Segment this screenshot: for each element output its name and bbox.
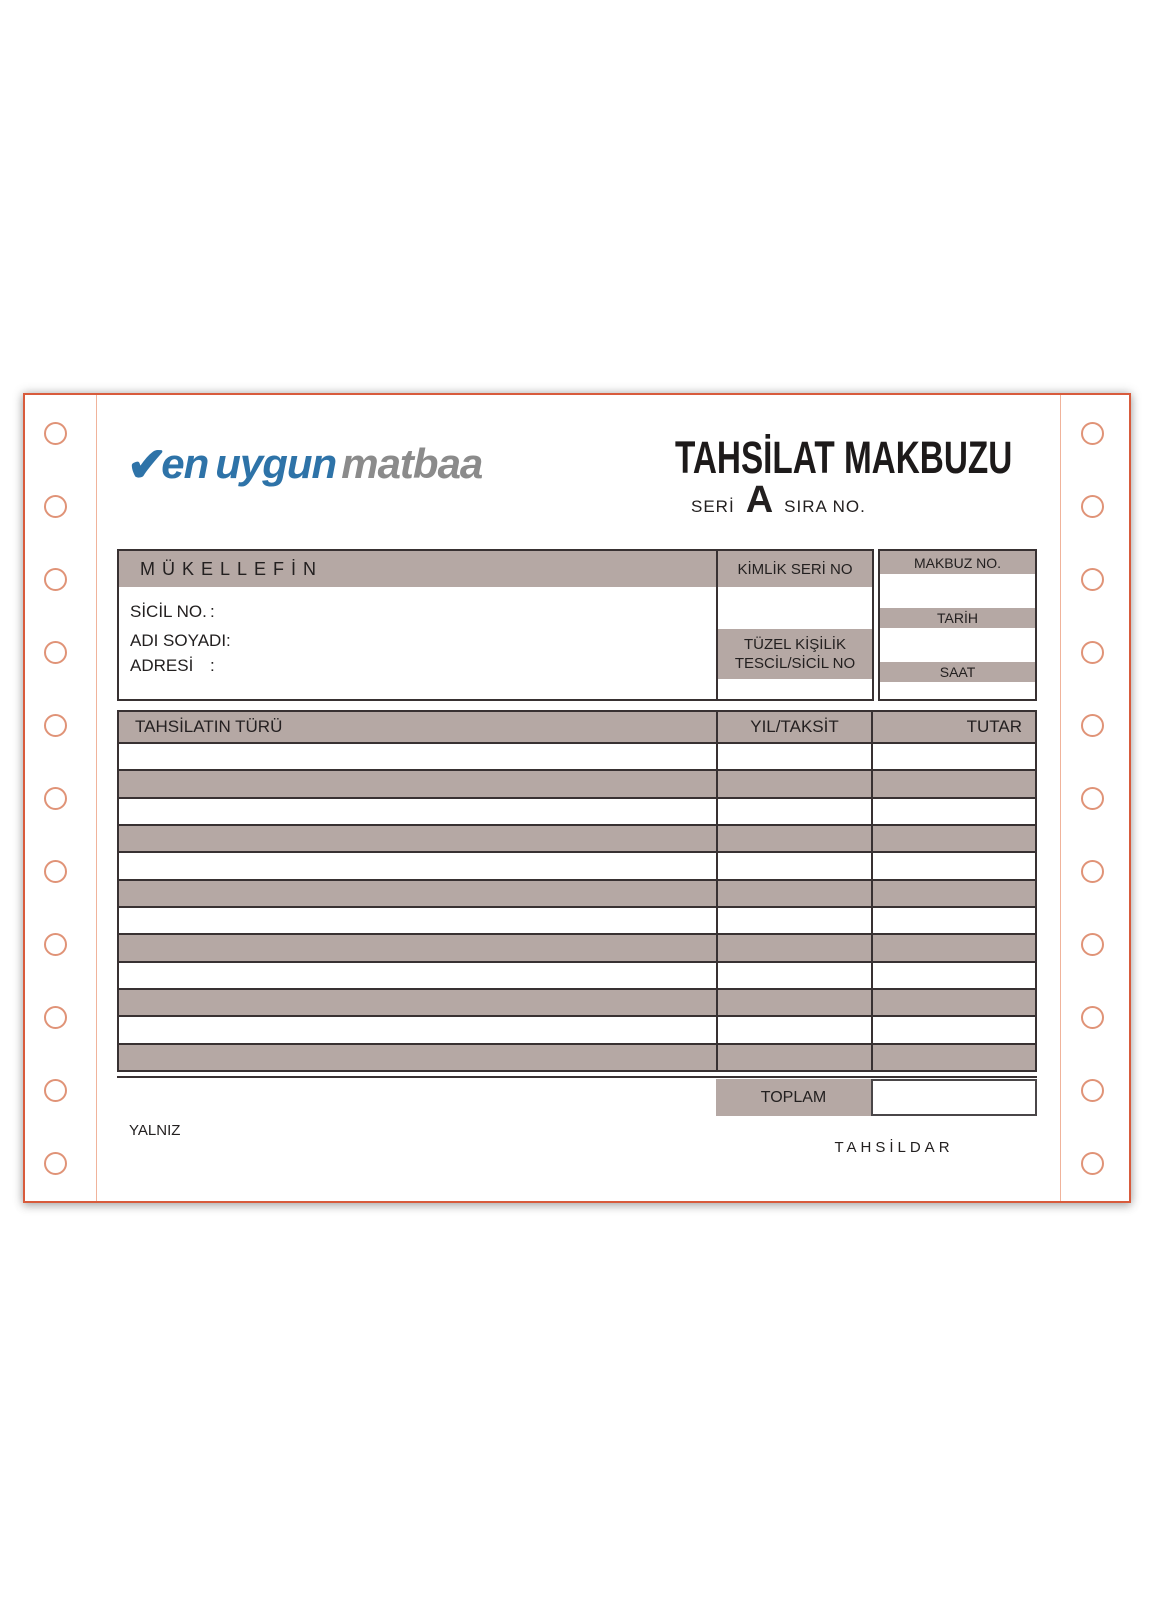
table-row	[119, 824, 1035, 851]
pinfeed-hole	[44, 860, 67, 883]
pinfeed-hole	[1081, 641, 1104, 664]
field-adi-soyadi	[130, 631, 231, 651]
pinfeed-hole	[44, 714, 67, 737]
company-logo	[127, 437, 482, 490]
receipt-meta-box	[878, 549, 1037, 701]
table-cell	[716, 853, 871, 878]
pinfeed-hole	[1081, 933, 1104, 956]
table-row	[119, 851, 1035, 878]
table-cell	[716, 744, 871, 769]
table-cell	[119, 799, 716, 824]
form-title: TAHSİLAT MAKBUZU	[675, 432, 1013, 483]
table-cell	[871, 1045, 1035, 1070]
logo-word-en: en	[161, 440, 209, 487]
pinfeed-hole	[1081, 422, 1104, 445]
pinfeed-hole	[1081, 1006, 1104, 1029]
table-cell	[871, 826, 1035, 851]
table-cell	[119, 853, 716, 878]
table-cell	[119, 881, 716, 906]
table-cell	[871, 990, 1035, 1015]
field-adresi	[130, 656, 215, 676]
table-cell	[119, 963, 716, 988]
table-cell	[871, 771, 1035, 796]
pinfeed-hole	[1081, 787, 1104, 810]
tarih-header: TARİH	[880, 608, 1035, 628]
table-cell	[119, 990, 716, 1015]
column-header-tahsilatin-turu: TAHSİLATIN TÜRÜ	[135, 717, 283, 736]
collections-table	[117, 710, 1037, 1072]
yalniz-label: YALNIZ	[129, 1122, 181, 1139]
table-cell	[871, 963, 1035, 988]
sira-no-label: SIRA NO.	[784, 497, 866, 516]
column-header-yil-taksit: YIL/TAKSİT	[716, 712, 871, 742]
pinfeed-hole	[44, 933, 67, 956]
tahsildar-label: TAHSİLDAR	[834, 1139, 954, 1156]
makbuz-no-header: MAKBUZ NO.	[880, 551, 1035, 574]
pinfeed-hole	[44, 495, 67, 518]
tuzel-line-2: TESCİL/SİCİL NO	[734, 655, 856, 672]
table-cell	[119, 908, 716, 933]
table-cell	[119, 744, 716, 769]
table-cell	[716, 908, 871, 933]
table-cell	[119, 826, 716, 851]
column-header-tutar: TUTAR	[871, 712, 1035, 742]
taxpayer-box-header: MÜKELLEFİN	[119, 551, 716, 587]
taxpayer-box	[117, 549, 874, 701]
pinfeed-hole	[44, 422, 67, 445]
table-cell	[716, 771, 871, 796]
table-cell	[716, 799, 871, 824]
field-colon: :	[210, 656, 215, 675]
table-row	[119, 933, 1035, 960]
table-cell	[716, 935, 871, 960]
table-cell	[871, 908, 1035, 933]
table-cell	[119, 771, 716, 796]
table-cell	[119, 935, 716, 960]
table-row	[119, 1015, 1035, 1042]
series-letter: A	[745, 479, 774, 521]
pinfeed-hole	[1081, 860, 1104, 883]
toplam-value-cell	[871, 1079, 1037, 1116]
table-row	[119, 769, 1035, 796]
table-cell	[119, 1017, 716, 1042]
pinfeed-hole	[44, 1079, 67, 1102]
receipt-page	[23, 393, 1131, 1203]
pinfeed-hole	[1081, 568, 1104, 591]
pinfeed-hole	[1081, 1152, 1104, 1175]
table-cell	[871, 881, 1035, 906]
table-row	[119, 906, 1035, 933]
field-colon: :	[210, 602, 215, 621]
field-colon: :	[226, 631, 231, 650]
table-cell	[716, 963, 871, 988]
table-row	[119, 961, 1035, 988]
pinfeed-hole	[1081, 495, 1104, 518]
pinfeed-hole	[44, 1006, 67, 1029]
checkmark-icon: ✔	[127, 439, 167, 492]
tuzel-kisilik-block	[718, 629, 872, 679]
series-line	[691, 479, 866, 519]
field-label: SİCİL NO.	[130, 602, 207, 621]
kimlik-seri-no-header: KİMLİK SERİ NO	[718, 551, 872, 587]
table-cell	[716, 826, 871, 851]
seri-label: SERİ	[691, 497, 735, 516]
table-row	[119, 988, 1035, 1015]
tuzel-line-1: TÜZEL KİŞİLİK	[744, 635, 846, 653]
table-cell	[716, 881, 871, 906]
table-cell	[871, 1017, 1035, 1042]
table-row	[119, 797, 1035, 824]
field-label: ADRESİ	[130, 656, 194, 675]
pinfeed-hole	[44, 787, 67, 810]
table-cell	[871, 935, 1035, 960]
table-cell	[716, 990, 871, 1015]
table-header-row	[119, 712, 1035, 742]
perforation-line-left	[96, 395, 97, 1201]
table-bottom-rule	[117, 1076, 1037, 1078]
pinfeed-hole	[44, 641, 67, 664]
field-label: ADI SOYADI	[130, 631, 227, 650]
table-cell	[716, 1017, 871, 1042]
pinfeed-hole	[1081, 714, 1104, 737]
perforation-line-right	[1060, 395, 1061, 1201]
table-row	[119, 1043, 1035, 1070]
table-cell	[871, 744, 1035, 769]
pinfeed-hole	[44, 568, 67, 591]
table-row	[119, 879, 1035, 906]
table-body	[119, 742, 1035, 1070]
toplam-label: TOPLAM	[716, 1079, 871, 1116]
logo-word-matbaa: matbaa	[341, 440, 483, 487]
table-cell	[871, 853, 1035, 878]
table-row	[119, 742, 1035, 769]
table-cell	[119, 1045, 716, 1070]
logo-word-uygun: uygun	[215, 440, 337, 487]
pinfeed-hole	[44, 1152, 67, 1175]
saat-header: SAAT	[880, 662, 1035, 682]
pinfeed-hole	[1081, 1079, 1104, 1102]
table-cell	[716, 1045, 871, 1070]
table-cell	[871, 799, 1035, 824]
field-sicil-no	[130, 602, 215, 622]
